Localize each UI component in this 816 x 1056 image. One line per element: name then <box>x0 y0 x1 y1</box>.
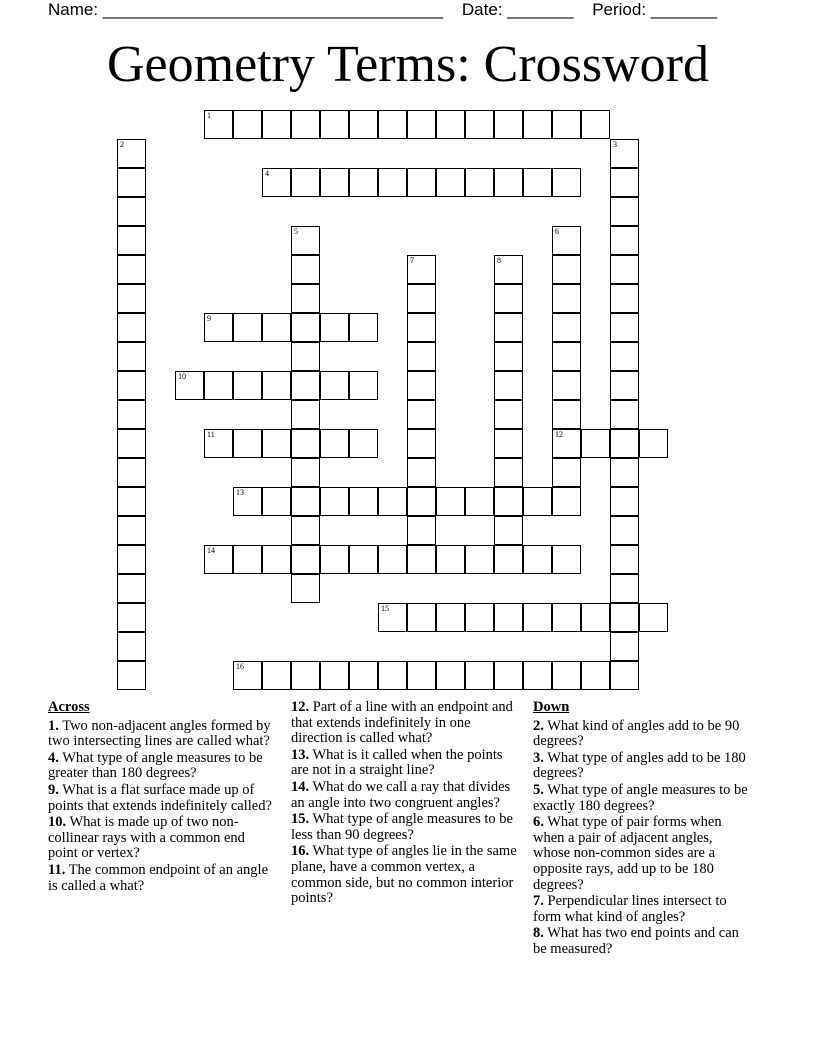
grid-cell[interactable] <box>117 516 146 545</box>
grid-cell[interactable] <box>581 661 610 690</box>
grid-cell[interactable] <box>552 284 581 313</box>
grid-cell[interactable] <box>407 545 436 574</box>
grid-cell[interactable] <box>407 313 436 342</box>
grid-cell[interactable] <box>349 110 378 139</box>
grid-cell[interactable] <box>117 371 146 400</box>
date-field[interactable]: Date: _______ <box>461 0 574 19</box>
clue-number: 5 <box>294 227 298 236</box>
grid-cell[interactable] <box>436 110 465 139</box>
grid-cell[interactable] <box>407 516 436 545</box>
grid-cell[interactable] <box>117 226 146 255</box>
clue-across-15: 15. What type of angle measures to be less than 90 degrees? <box>291 811 513 843</box>
grid-cell[interactable] <box>204 545 233 574</box>
grid-cell[interactable] <box>436 603 465 632</box>
grid-cell[interactable] <box>523 661 552 690</box>
grid-cell[interactable] <box>117 255 146 284</box>
grid-cell[interactable] <box>610 313 639 342</box>
grid-cell[interactable] <box>610 458 639 487</box>
grid-cell[interactable] <box>262 110 291 139</box>
period-field[interactable]: Period: _______ <box>592 0 717 19</box>
grid-cell[interactable] <box>262 487 291 516</box>
grid-cell[interactable] <box>407 110 436 139</box>
grid-cell[interactable] <box>117 574 146 603</box>
grid-cell[interactable] <box>552 226 581 255</box>
page-title: Geometry Terms: Crossword <box>107 36 709 93</box>
grid-cell[interactable] <box>117 458 146 487</box>
clue-number: 4 <box>265 169 269 178</box>
grid-cell[interactable] <box>407 255 436 284</box>
clue-number: 14 <box>207 546 215 555</box>
grid-cell[interactable] <box>233 313 262 342</box>
grid-cell[interactable] <box>465 110 494 139</box>
grid-cell[interactable] <box>610 400 639 429</box>
grid-cell[interactable] <box>117 313 146 342</box>
name-field[interactable]: Name: ____________________________________ <box>48 0 444 19</box>
grid-cell[interactable] <box>117 197 146 226</box>
grid-cell[interactable] <box>494 284 523 313</box>
grid-cell[interactable] <box>349 371 378 400</box>
grid-cell[interactable] <box>610 487 639 516</box>
clue-number: 8 <box>497 256 501 265</box>
grid-cell[interactable] <box>291 255 320 284</box>
grid-cell[interactable] <box>494 516 523 545</box>
grid-cell[interactable] <box>378 487 407 516</box>
grid-cell[interactable] <box>349 313 378 342</box>
grid-cell[interactable] <box>407 342 436 371</box>
grid-cell[interactable] <box>610 197 639 226</box>
grid-cell[interactable] <box>552 342 581 371</box>
clue-number: 9 <box>207 314 211 323</box>
grid-cell[interactable] <box>494 371 523 400</box>
grid-cell[interactable] <box>117 545 146 574</box>
across-heading: Across <box>48 699 90 715</box>
grid-cell[interactable] <box>262 313 291 342</box>
grid-cell[interactable] <box>407 371 436 400</box>
down-clues-column <box>533 700 748 959</box>
grid-cell[interactable] <box>117 342 146 371</box>
grid-cell[interactable] <box>407 168 436 197</box>
grid-cell[interactable] <box>610 429 639 458</box>
clue-across-12: 12. Part of a line with an endpoint and that extends indefinitely in one direction is called what? <box>291 699 513 747</box>
grid-cell[interactable] <box>465 603 494 632</box>
grid-cell[interactable] <box>175 371 204 400</box>
grid-cell[interactable] <box>407 284 436 313</box>
grid-cell[interactable] <box>552 458 581 487</box>
clue-down-2: 2. What kind of angles add to be 90 degrees? <box>533 717 740 750</box>
grid-cell[interactable] <box>494 342 523 371</box>
grid-cell[interactable] <box>610 139 639 168</box>
grid-cell[interactable] <box>320 429 349 458</box>
grid-cell[interactable] <box>378 110 407 139</box>
grid-cell[interactable] <box>233 371 262 400</box>
grid-cell[interactable] <box>291 458 320 487</box>
grid-cell[interactable] <box>291 400 320 429</box>
grid-cell[interactable] <box>291 487 320 516</box>
grid-cell[interactable] <box>494 255 523 284</box>
grid-cell[interactable] <box>610 226 639 255</box>
grid-cell[interactable] <box>581 429 610 458</box>
grid-cell[interactable] <box>117 400 146 429</box>
clue-number: 3 <box>613 140 617 149</box>
grid-cell[interactable] <box>291 516 320 545</box>
grid-cell[interactable] <box>291 226 320 255</box>
grid-cell[interactable] <box>378 661 407 690</box>
grid-cell[interactable] <box>378 545 407 574</box>
grid-cell[interactable] <box>552 429 581 458</box>
clue-number: 6 <box>555 227 559 236</box>
clue-number: 2 <box>120 140 124 149</box>
grid-cell[interactable] <box>320 545 349 574</box>
clue-down-7: 7. Perpendicular lines intersect to form what kind of angles? <box>533 893 727 925</box>
grid-cell[interactable] <box>320 110 349 139</box>
clue-number: 13 <box>236 488 244 497</box>
grid-cell[interactable] <box>523 603 552 632</box>
grid-cell[interactable] <box>552 661 581 690</box>
grid-cell[interactable] <box>494 110 523 139</box>
grid-cell[interactable] <box>291 429 320 458</box>
grid-cell[interactable] <box>494 661 523 690</box>
grid-cell[interactable] <box>291 661 320 690</box>
grid-cell[interactable] <box>494 545 523 574</box>
grid-cell[interactable] <box>552 400 581 429</box>
clue-across-1: 1. Two non-adjacent angles formed by two intersecting lines are called what? <box>48 717 271 750</box>
grid-cell[interactable] <box>291 342 320 371</box>
grid-cell[interactable] <box>436 168 465 197</box>
clue-across-14: 14. What do we call a ray that divides an angle into two congruent angles? <box>291 778 511 811</box>
grid-cell[interactable] <box>291 545 320 574</box>
grid-cell[interactable] <box>465 661 494 690</box>
grid-cell[interactable] <box>465 545 494 574</box>
clue-number: 10 <box>178 372 186 381</box>
grid-cell[interactable] <box>349 429 378 458</box>
grid-cell[interactable] <box>523 545 552 574</box>
grid-cell[interactable] <box>552 313 581 342</box>
grid-cell[interactable] <box>320 168 349 197</box>
grid-cell[interactable] <box>291 110 320 139</box>
grid-cell[interactable] <box>262 371 291 400</box>
clue-across-9: 9. What is a flat surface made up of points that extends indefinitely called? <box>48 781 272 814</box>
grid-cell[interactable] <box>610 516 639 545</box>
clue-down-3: 3. What type of angles add to be 180 degrees? <box>533 749 746 782</box>
grid-cell[interactable] <box>349 487 378 516</box>
grid-cell[interactable] <box>494 487 523 516</box>
clue-across-11: 11. The common endpoint of an angle is called a what? <box>48 861 269 894</box>
grid-cell[interactable] <box>552 371 581 400</box>
grid-cell[interactable] <box>523 168 552 197</box>
grid-cell[interactable] <box>407 661 436 690</box>
grid-cell[interactable] <box>233 429 262 458</box>
grid-cell[interactable] <box>117 661 146 690</box>
grid-cell[interactable] <box>117 429 146 458</box>
grid-cell[interactable] <box>291 168 320 197</box>
grid-cell[interactable] <box>494 168 523 197</box>
grid-cell[interactable] <box>494 458 523 487</box>
grid-cell[interactable] <box>378 603 407 632</box>
grid-cell[interactable] <box>320 661 349 690</box>
clue-number: 11 <box>207 430 215 439</box>
grid-cell[interactable] <box>552 545 581 574</box>
grid-cell[interactable] <box>320 313 349 342</box>
grid-cell[interactable] <box>610 545 639 574</box>
grid-cell[interactable] <box>349 545 378 574</box>
grid-cell[interactable] <box>117 603 146 632</box>
grid-cell[interactable] <box>262 545 291 574</box>
grid-cell[interactable] <box>233 487 262 516</box>
clue-number: 12 <box>555 430 563 439</box>
grid-cell[interactable] <box>494 429 523 458</box>
grid-cell[interactable] <box>262 661 291 690</box>
grid-cell[interactable] <box>610 255 639 284</box>
down-heading: Down <box>533 699 570 715</box>
grid-cell[interactable] <box>494 603 523 632</box>
grid-cell[interactable] <box>117 487 146 516</box>
clue-number: 16 <box>236 662 244 671</box>
grid-cell[interactable] <box>233 661 262 690</box>
grid-cell[interactable] <box>581 603 610 632</box>
grid-cell[interactable] <box>349 661 378 690</box>
grid-cell[interactable] <box>610 168 639 197</box>
grid-cell[interactable] <box>407 458 436 487</box>
grid-cell[interactable] <box>204 429 233 458</box>
grid-cell[interactable] <box>204 313 233 342</box>
grid-cell[interactable] <box>320 371 349 400</box>
grid-cell[interactable] <box>552 487 581 516</box>
grid-cell[interactable] <box>117 139 146 168</box>
grid-cell[interactable] <box>610 371 639 400</box>
grid-cell[interactable] <box>494 313 523 342</box>
grid-cell[interactable] <box>117 632 146 661</box>
grid-cell[interactable] <box>436 661 465 690</box>
grid-cell[interactable] <box>407 487 436 516</box>
grid-cell[interactable] <box>552 168 581 197</box>
grid-cell[interactable] <box>610 284 639 313</box>
grid-cell[interactable] <box>494 400 523 429</box>
clue-across-4: 4. What type of angle measures to be greater than 180 degrees? <box>48 749 263 782</box>
grid-cell[interactable] <box>523 110 552 139</box>
grid-cell[interactable] <box>436 487 465 516</box>
clue-across-13: 13. What is it called when the points are not in a straight line? <box>291 746 503 779</box>
across-clues-column-2 <box>291 700 523 908</box>
clue-down-8: 8. What has two end points and can be measured? <box>533 925 739 957</box>
clue-across-10: 10. What is made up of two non-collinear rays with a common end point or vertex? <box>48 814 245 862</box>
grid-cell[interactable] <box>552 255 581 284</box>
grid-cell[interactable] <box>436 545 465 574</box>
grid-cell[interactable] <box>552 603 581 632</box>
grid-cell[interactable] <box>610 632 639 661</box>
grid-cell[interactable] <box>610 603 639 632</box>
grid-cell[interactable] <box>523 487 552 516</box>
grid-cell[interactable] <box>320 487 349 516</box>
grid-cell[interactable] <box>465 487 494 516</box>
grid-cell[interactable] <box>581 110 610 139</box>
grid-cell[interactable] <box>465 168 494 197</box>
grid-cell[interactable] <box>204 110 233 139</box>
grid-cell[interactable] <box>262 429 291 458</box>
grid-cell[interactable] <box>291 574 320 603</box>
grid-cell[interactable] <box>233 545 262 574</box>
grid-cell[interactable] <box>639 429 668 458</box>
grid-cell[interactable] <box>117 168 146 197</box>
clue-down-5: 5. What type of angle measures to be exactly 180 degrees? <box>533 781 748 814</box>
grid-cell[interactable] <box>407 603 436 632</box>
grid-cell[interactable] <box>291 284 320 313</box>
clue-down-6: 6. What type of pair forms when when a pair of adjacent angles, whose non-common sides are a opposite rays, add up to be 180 degrees? <box>533 814 722 893</box>
grid-cell[interactable] <box>639 603 668 632</box>
grid-cell[interactable] <box>117 284 146 313</box>
grid-cell[interactable] <box>378 168 407 197</box>
grid-cell[interactable] <box>610 574 639 603</box>
grid-cell[interactable] <box>407 400 436 429</box>
grid-cell[interactable] <box>349 168 378 197</box>
across-clues-column-1 <box>48 700 276 895</box>
grid-cell[interactable] <box>610 342 639 371</box>
grid-cell[interactable] <box>291 371 320 400</box>
grid-cell[interactable] <box>233 110 262 139</box>
clue-number: 7 <box>410 256 414 265</box>
grid-cell[interactable] <box>204 371 233 400</box>
grid-cell[interactable] <box>610 661 639 690</box>
grid-cell[interactable] <box>552 110 581 139</box>
grid-cell[interactable] <box>407 429 436 458</box>
clue-across-16: 16. What type of angles lie in the same plane, have a common vertex, a common side, but no common interior points? <box>291 843 517 907</box>
clue-number: 1 <box>207 111 211 120</box>
clue-number: 15 <box>381 604 389 613</box>
grid-cell[interactable] <box>291 313 320 342</box>
grid-cell[interactable] <box>262 168 291 197</box>
